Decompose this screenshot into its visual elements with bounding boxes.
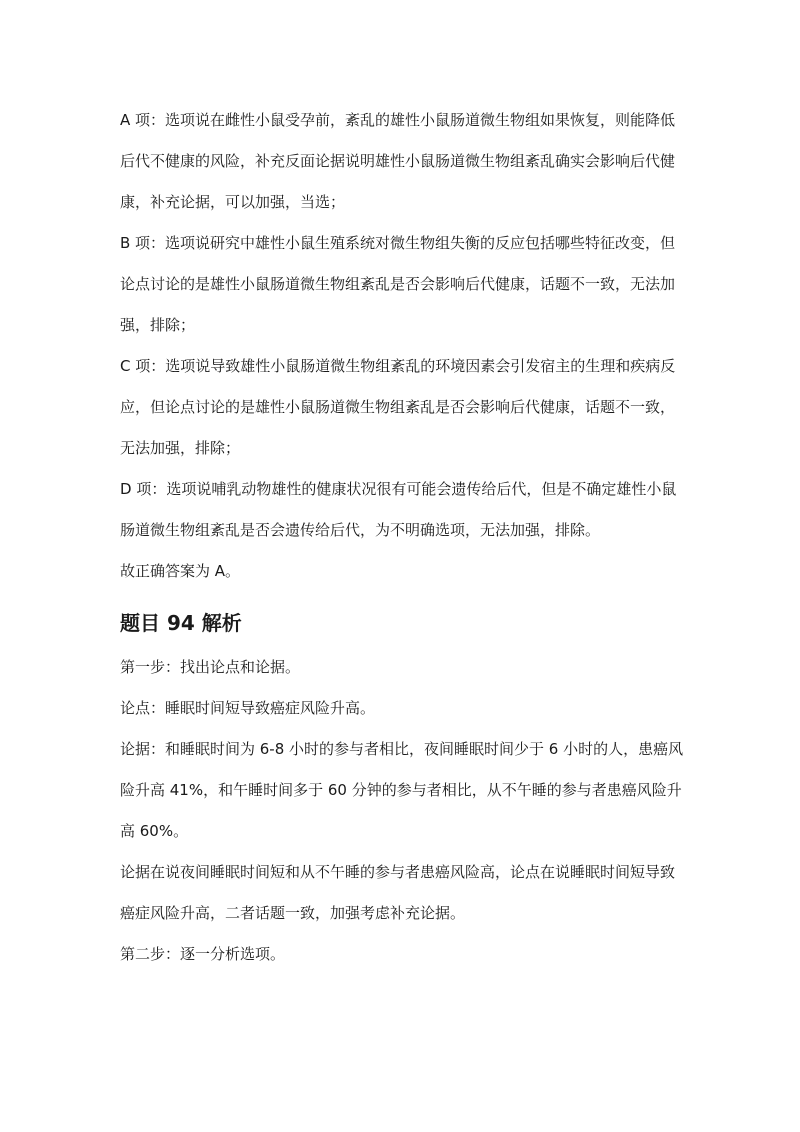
claim-text: 论点：睡眠时间短导致癌症风险升高。: [120, 699, 376, 717]
option-d-analysis: D 项：选项说哺乳动物雄性的健康状况很有可能会遗传给后代，但是不确定雄性小鼠肠道微生物组紊乱是否会遗传给后代，为不明确选项，无法加强，排除。: [120, 480, 677, 539]
relation-text: 论据在说夜间睡眠时间短和从不午睡的参与者患癌风险高，论点在说睡眠时间短导致癌症风险升高，二者话题一致，加强考虑补充论据。: [120, 863, 676, 922]
document-page: [120, 100, 685, 975]
option-b-analysis: B 项：选项说研究中雄性小鼠生殖系统对微生物组失衡的反应包括哪些特征改变，但论点讨论的是雄性小鼠肠道微生物组紊乱是否会影响后代健康，话题不一致，无法加强，排除；: [120, 234, 676, 334]
evidence-text: 论据：和睡眠时间为 6-8 小时的参与者相比，夜间睡眠时间少于 6 小时的人，患癌风险升高 41%，和午睡时间多于 60 分钟的参与者相比，从不午睡的参与者患癌风险升高 60%。: [120, 740, 684, 840]
step-one: 第一步：找出论点和论据。: [120, 658, 301, 676]
option-c-analysis: C 项：选项说导致雄性小鼠肠道微生物组紊乱的环境因素会引发宿主的生理和疾病反应，但论点讨论的是雄性小鼠肠道微生物组紊乱是否会影响后代健康，话题不一致，无法加强，排除；: [120, 357, 676, 457]
step-two: 第二步：逐一分析选项。: [120, 945, 286, 963]
option-a-analysis: A 项：选项说在雌性小鼠受孕前，紊乱的雄性小鼠肠道微生物组如果恢复，则能降低后代不健康的风险，补充反面论据说明雄性小鼠肠道微生物组紊乱确实会影响后代健康，补充论据，可以加强，当选；: [120, 111, 676, 211]
answer-conclusion: 故正确答案为 A。: [120, 562, 241, 580]
section-heading: 题目 94 解析: [120, 611, 242, 635]
